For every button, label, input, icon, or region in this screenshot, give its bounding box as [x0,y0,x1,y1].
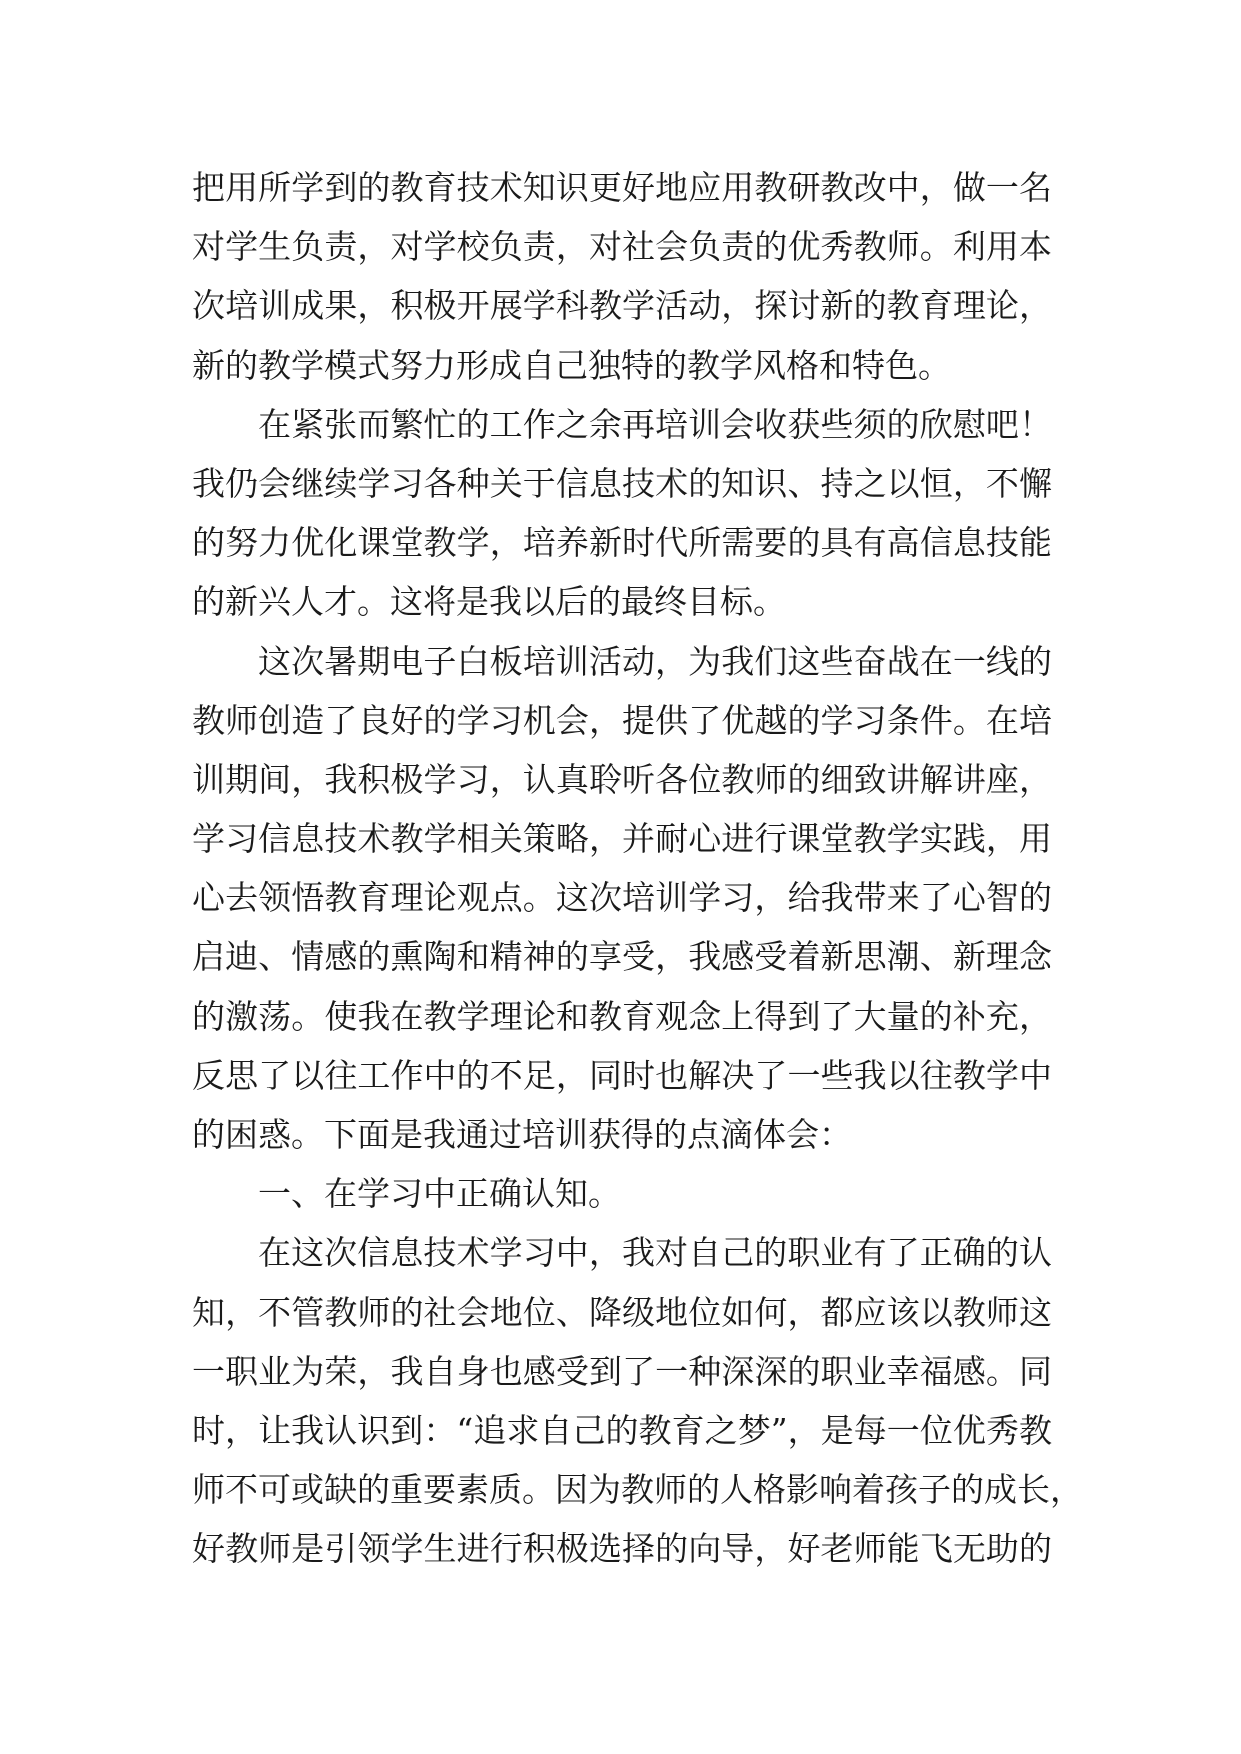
text-line: 的困惑。下面是我通过培训获得的点滴体会： [192,1115,852,1154]
text-line: 时，让我认识到：“追求自己的教育之梦”，是每一位优秀教 [192,1410,1052,1450]
text-line: 新的教学模式努力形成自己独特的教学风格和特色。 [192,345,951,385]
text-line: 一、在学习中正确认知。 [258,1174,621,1214]
text-line: 好教师是引领学生进行积极选择的向导，好老师能飞无助的 [192,1529,1052,1569]
text-line: 我仍会继续学习各种关于信息技术的知识、持之以恒，不懈 [192,463,1052,503]
text-line: 的新兴人才。这将是我以后的最终目标。 [192,582,786,622]
text-line: 对学生负责，对学校负责，对社会负责的优秀教师。利用本 [192,227,1052,267]
text-line: 知，不管教师的社会地位、降级地位如何，都应该以教师这 [192,1292,1052,1332]
document-body [192,158,1083,1579]
text-line: 这次暑期电子白板培训活动，为我们这些奋战在一线的 [258,641,1052,681]
text-line: 学习信息技术教学相关策略，并耐心进行课堂教学实践，用 [192,819,1052,859]
text-line: 次培训成果，积极开展学科教学活动，探讨新的教育理论， [192,286,1052,326]
text-line: 反思了以往工作中的不足，同时也解决了一些我以往教学中 [192,1055,1052,1095]
text-line: 师不可或缺的重要素质。因为教师的人格影响着孩子的成长， [192,1470,1083,1510]
text-line: 在紧张而繁忙的工作之余再培训会收获些须的欣慰吧！ [258,404,1052,444]
text-line: 一职业为荣，我自身也感受到了一种深深的职业幸福感。同 [192,1351,1052,1391]
text-line: 把用所学到的教育技术知识更好地应用教研教改中，做一名 [192,168,1052,207]
text-line: 的努力优化课堂教学，培养新时代所需要的具有高信息技能 [192,523,1052,563]
text-line: 训期间，我积极学习，认真聆听各位教师的细致讲解讲座， [192,759,1052,799]
text-line: 教师创造了良好的学习机会，提供了优越的学习条件。在培 [192,700,1052,740]
text-line: 在这次信息技术学习中，我对自己的职业有了正确的认 [258,1233,1052,1273]
text-line: 心去领悟教育理论观点。这次培训学习，给我带来了心智的 [192,878,1052,918]
text-line: 的激荡。使我在教学理论和教育观念上得到了大量的补充， [192,996,1052,1036]
text-line: 启迪、情感的熏陶和精神的享受，我感受着新思潮、新理念 [192,937,1052,977]
